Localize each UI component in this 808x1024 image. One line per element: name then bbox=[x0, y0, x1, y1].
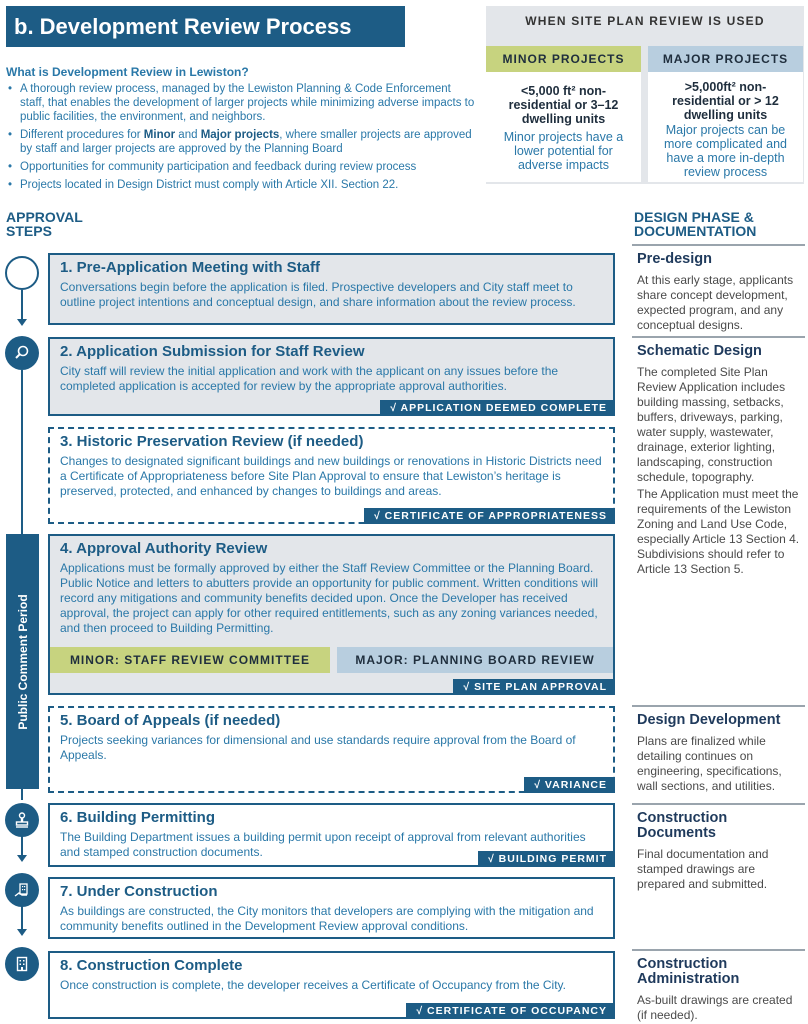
step-title: 2. Application Submission for Staff Review bbox=[60, 343, 365, 360]
major-planning-board-box: MAJOR: PLANNING BOARD REVIEW bbox=[337, 647, 613, 673]
phase-divider bbox=[632, 803, 805, 805]
step-7-under-construction bbox=[48, 877, 615, 939]
intro-title: What is Development Review in Lewiston? bbox=[6, 65, 249, 79]
step-title: 5. Board of Appeals (if needed) bbox=[60, 712, 281, 729]
step-3-historic-preservation bbox=[48, 427, 615, 524]
building-icon bbox=[5, 947, 39, 981]
phase-body: Plans are finalized while detailing continues on engineering, specifications, wall sections, and utilities. bbox=[637, 734, 782, 793]
timeline-arrow bbox=[17, 855, 27, 862]
step-4-approval-authority bbox=[48, 534, 615, 695]
timeline-line bbox=[21, 906, 23, 930]
approval-steps-heading: APPROVAL STEPS bbox=[6, 209, 83, 239]
step-title: 1. Pre-Application Meeting with Staff bbox=[60, 259, 321, 276]
step-title: 3. Historic Preservation Review (if needed) bbox=[60, 433, 364, 450]
certificate-of-occupancy-tag: √ CERTIFICATE OF OCCUPANCY bbox=[406, 1003, 615, 1019]
step-body: The Building Department issues a building permit upon receipt of approval from relevant authorities and stamped construction documents. bbox=[60, 830, 586, 859]
step-2-application-submission bbox=[48, 337, 615, 416]
outline-circle-icon bbox=[5, 256, 39, 290]
step-title: 8. Construction Complete bbox=[60, 957, 243, 974]
intro-list bbox=[6, 82, 476, 196]
timeline-line bbox=[21, 370, 23, 535]
site-plan-title: WHEN SITE PLAN REVIEW IS USED bbox=[525, 14, 765, 28]
timeline-arrow bbox=[17, 929, 27, 936]
phase-heading-construction-documents: Construction Documents bbox=[637, 810, 728, 841]
step-8-construction-complete bbox=[48, 951, 615, 1019]
step-body: Projects seeking variances for dimensional and use standards require approval from the Board of Appeals. bbox=[60, 733, 576, 762]
phase-body: At this early stage, applicants share concept development, expected program, and any conceptual designs. bbox=[637, 273, 794, 332]
phase-body: Final documentation and stamped drawings are prepared and submitted. bbox=[637, 847, 769, 891]
timeline-line bbox=[21, 836, 23, 856]
site-plan-approval-tag: √ SITE PLAN APPROVAL bbox=[453, 679, 615, 695]
timeline-line bbox=[21, 788, 23, 800]
step-6-building-permitting bbox=[48, 803, 615, 867]
minor-projects-heading: MINOR PROJECTS bbox=[486, 46, 641, 72]
design-phase-heading: DESIGN PHASE & DOCUMENTATION bbox=[634, 209, 757, 239]
phase-body: As-built drawings are created (if needed). bbox=[637, 993, 793, 1022]
public-comment-label: Public Comment Period bbox=[15, 593, 30, 730]
step-title: 4. Approval Authority Review bbox=[60, 540, 268, 557]
phase-divider bbox=[632, 244, 805, 246]
phase-divider bbox=[632, 705, 805, 707]
step-1-pre-application bbox=[48, 253, 615, 325]
phase-heading-construction-administration: Construction Administration bbox=[637, 956, 740, 987]
intro-bullet: • Opportunities for community participation and feedback during review process bbox=[6, 160, 476, 174]
step-body: Conversations begin before the application is filed. Prospective developers and City staff meet to outline project intentions and conceptual design, and share information about the review process. bbox=[60, 280, 576, 309]
minor-projects-desc: Minor projects have a lower potential for adverse impacts bbox=[503, 130, 624, 172]
phase-body: The completed Site Plan Review Application includes building massing, setbacks, buffers, driveways, parking, water supply, wastewater, drainage, exterior lighting, landscaping, construction schedule, topography. bbox=[637, 365, 786, 484]
step-body: Changes to designated significant buildings and new buildings or renovations in Historic Districts need a Certificate of Appropriateness before Site Plan Approval to ensure that Lewiston’s heritage is preserved, protected, and enhanced by changes to buildings and areas. bbox=[60, 454, 602, 498]
intro-bullet: • Projects located in Design District must comply with Article XII. Section 22. bbox=[6, 178, 476, 192]
phase-divider bbox=[632, 949, 805, 951]
building-hand-icon bbox=[5, 873, 39, 907]
major-projects-size: >5,000ft² non-residential or > 12 dwelling units bbox=[672, 80, 779, 122]
page-title: b. Development Review Process bbox=[6, 6, 405, 47]
variance-tag: √ VARIANCE bbox=[524, 777, 615, 793]
step-5-board-of-appeals bbox=[48, 706, 615, 793]
intro-bullet: • Different procedures for Minor and Major projects, where smaller projects are approved by staff and larger projects are approved by the Planning Board bbox=[6, 128, 476, 156]
phase-heading-pre-design: Pre-design bbox=[637, 251, 712, 267]
step-title: 6. Building Permitting bbox=[60, 809, 216, 826]
step-title: 7. Under Construction bbox=[60, 883, 218, 900]
minor-projects-size: <5,000 ft² non-residential or 3–12 dwelling units bbox=[508, 84, 619, 126]
magnifier-icon bbox=[5, 336, 39, 370]
timeline-arrow bbox=[17, 319, 27, 326]
application-deemed-complete-tag: √ APPLICATION DEEMED COMPLETE bbox=[380, 400, 615, 416]
step-body: As buildings are constructed, the City monitors that developers are complying with the mitigation and community benefits outlined in the Development Review approval conditions. bbox=[60, 904, 594, 933]
phase-heading-schematic-design: Schematic Design bbox=[637, 343, 762, 359]
step-body: Applications must be formally approved by either the Staff Review Committee or the Planning Board. Public Notice and letters to abutters provide an opportunity for public comment. Written conditions will record any mitigations and community benefits decided upon. Once the Developer has received approval, the project can apply for other required entitlements, such as any zoning variances needed, and then proceed to Building Permitting. bbox=[60, 561, 599, 635]
minor-staff-review-box: MINOR: STAFF REVIEW COMMITTEE bbox=[50, 647, 330, 673]
step-body: Once construction is complete, the developer receives a Certificate of Occupancy from the City. bbox=[60, 978, 567, 992]
major-projects-desc: Major projects can be more complicated and have a more in-depth review process bbox=[664, 123, 787, 179]
phase-divider bbox=[632, 336, 805, 338]
timeline-line bbox=[21, 290, 23, 320]
step-body: City staff will review the initial application and work with the applicant on any issues before the completed application is accepted for review by the appropriate approval authorities. bbox=[60, 364, 559, 393]
stamp-icon bbox=[5, 803, 39, 837]
phase-heading-design-development: Design Development bbox=[637, 712, 781, 728]
major-projects-heading: MAJOR PROJECTS bbox=[648, 46, 803, 72]
phase-body-2: The Application must meet the requirements of the Lewiston Zoning and Land Use Code, especially Article 13 Section 4. Subdivisions should refer to Article 13 Section 5. bbox=[637, 487, 800, 576]
certificate-of-appropriateness-tag: √ CERTIFICATE OF APPROPRIATENESS bbox=[364, 508, 615, 524]
intro-bullet: • A thorough review process, managed by the Lewiston Planning & Code Enforcement staff, that enables the development of larger projects while minimizing adverse impacts to public facilities, the environment, and neighbors. bbox=[6, 82, 476, 124]
building-permit-tag: √ BUILDING PERMIT bbox=[478, 851, 615, 867]
